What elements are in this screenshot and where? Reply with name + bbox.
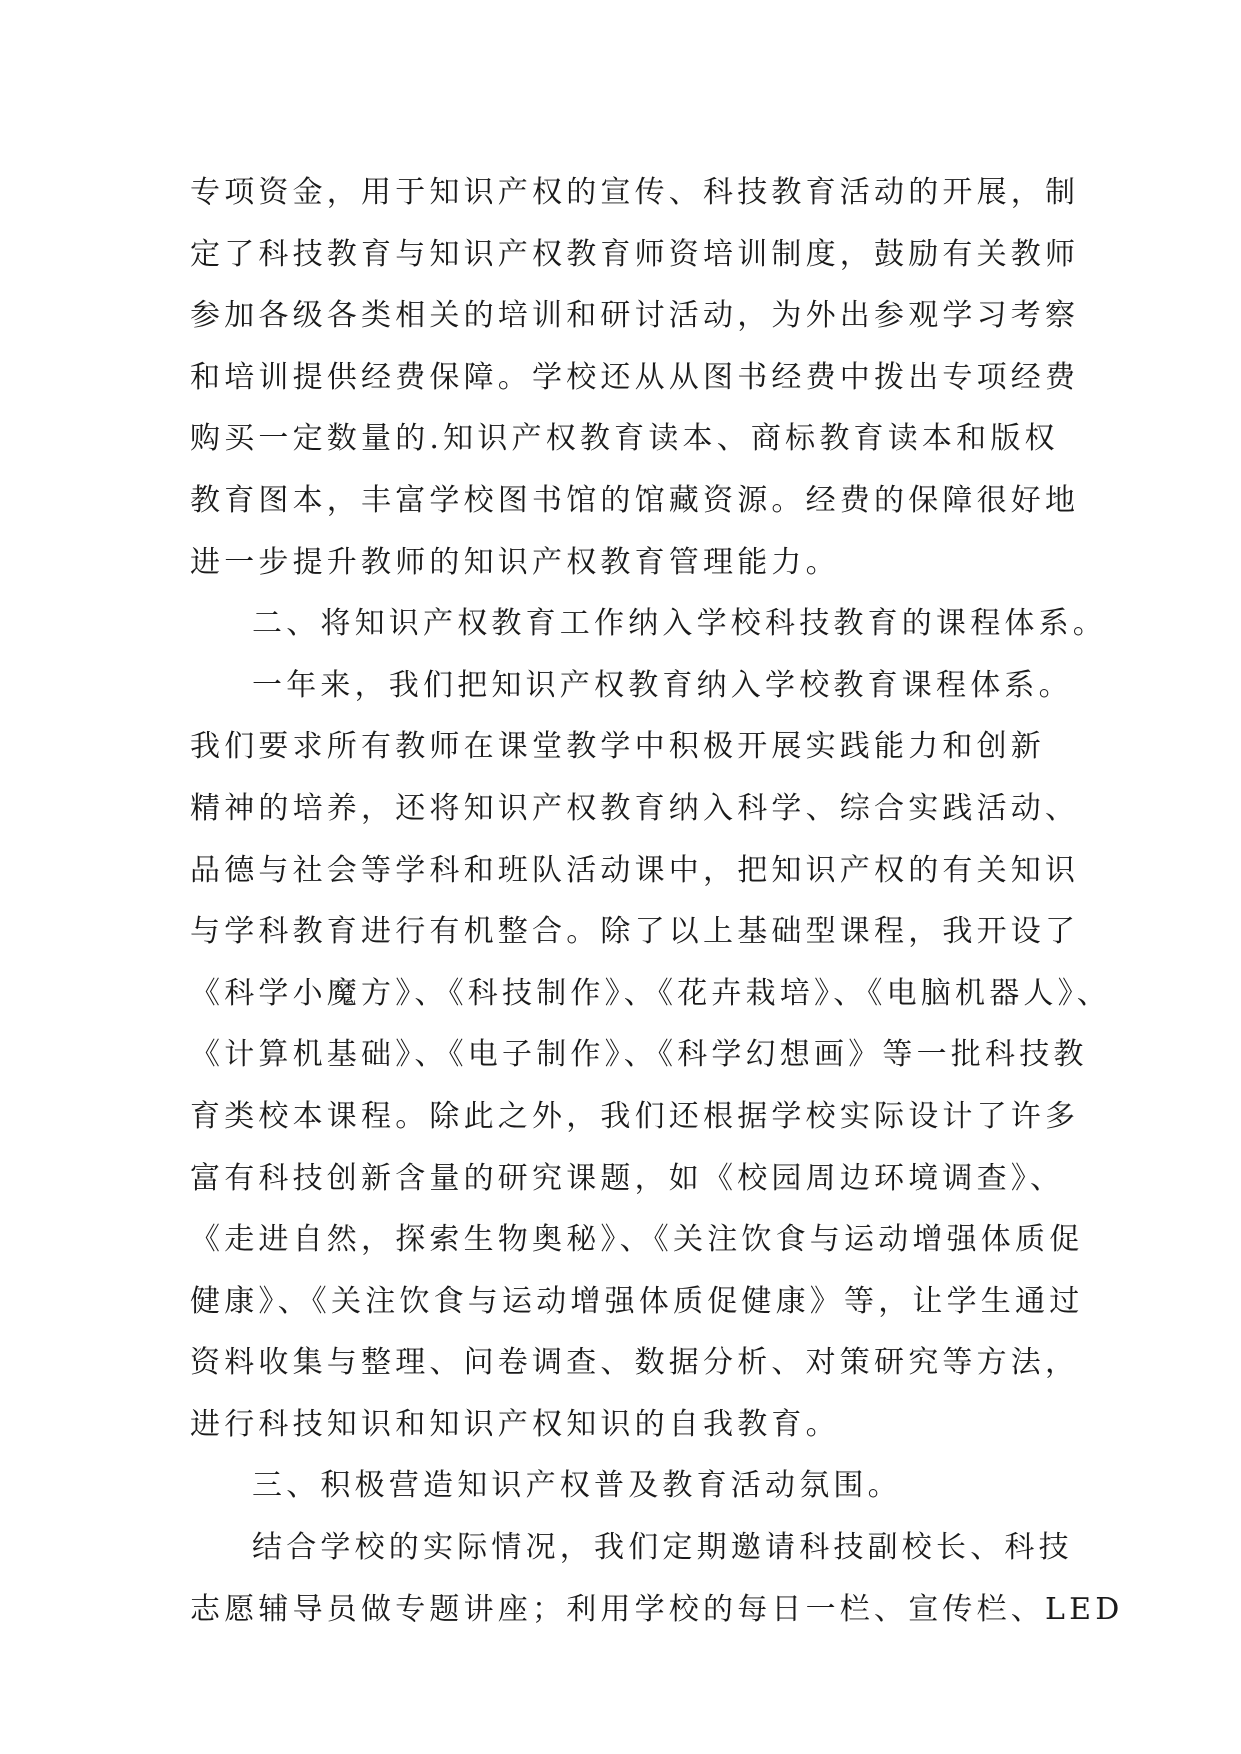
text-line: 《科学小魔方》、《科技制作》、《花卉栽培》、《电脑机器人》、 — [190, 975, 1111, 1011]
text-line: 志愿辅导员做专题讲座；利用学校的每日一栏、宣传栏、LED — [190, 1591, 1124, 1627]
text-line: 专项资金，用于知识产权的宣传、科技教育活动的开展，制 — [190, 175, 1080, 210]
text-line: 我们要求所有教师在课堂教学中积极开展实践能力和创新 — [190, 729, 1045, 765]
text-line: 健康》、《关注饮食与运动增强体质促健康》等，让学生通过 — [190, 1283, 1084, 1319]
text-line: 参加各级各类相关的培训和研讨活动，为外出参观学习考察 — [190, 298, 1080, 334]
body-text — [190, 162, 1124, 1640]
text-line: 品德与社会等学科和班队活动课中，把知识产权的有关知识 — [190, 852, 1080, 888]
text-line: 购买一定数量的.知识产权教育读本、商标教育读本和版权 — [190, 421, 1059, 457]
text-line: 《计算机基础》、《电子制作》、《科学幻想画》等一批科技教 — [190, 1037, 1088, 1073]
text-line: 结合学校的实际情况，我们定期邀请科技副校长、科技 — [252, 1530, 1073, 1566]
text-line: 精神的培养，还将知识产权教育纳入科学、综合实践活动、 — [190, 790, 1080, 826]
text-line: 与学科教育进行有机整合。除了以上基础型课程，我开设了 — [190, 914, 1080, 950]
text-line: 一年来，我们把知识产权教育纳入学校教育课程体系。 — [252, 667, 1073, 703]
text-line: 三、积极营造知识产权普及教育活动氛围。 — [252, 1468, 902, 1504]
text-line: 和培训提供经费保障。学校还从从图书经费中拨出专项经费 — [190, 359, 1080, 395]
text-line: 教育图本，丰富学校图书馆的馆藏资源。经费的保障很好地 — [190, 482, 1080, 518]
text-line: 资料收集与整理、问卷调查、数据分析、对策研究等方法， — [190, 1345, 1080, 1381]
text-line: 《走进自然，探索生物奥秘》、《关注饮食与运动增强体质促 — [190, 1222, 1084, 1258]
text-line: 富有科技创新含量的研究课题，如《校园周边环境调查》、 — [190, 1160, 1065, 1196]
text-line: 进一步提升教师的知识产权教育管理能力。 — [190, 544, 840, 580]
text-line: 进行科技知识和知识产权知识的自我教育。 — [190, 1406, 840, 1442]
text-line: 定了科技教育与知识产权教育师资培训制度，鼓励有关教师 — [190, 236, 1080, 272]
text-line: 二、将知识产权教育工作纳入学校科技教育的课程体系。 — [252, 606, 1107, 642]
text-line: 育类校本课程。除此之外，我们还根据学校实际设计了许多 — [190, 1098, 1080, 1134]
